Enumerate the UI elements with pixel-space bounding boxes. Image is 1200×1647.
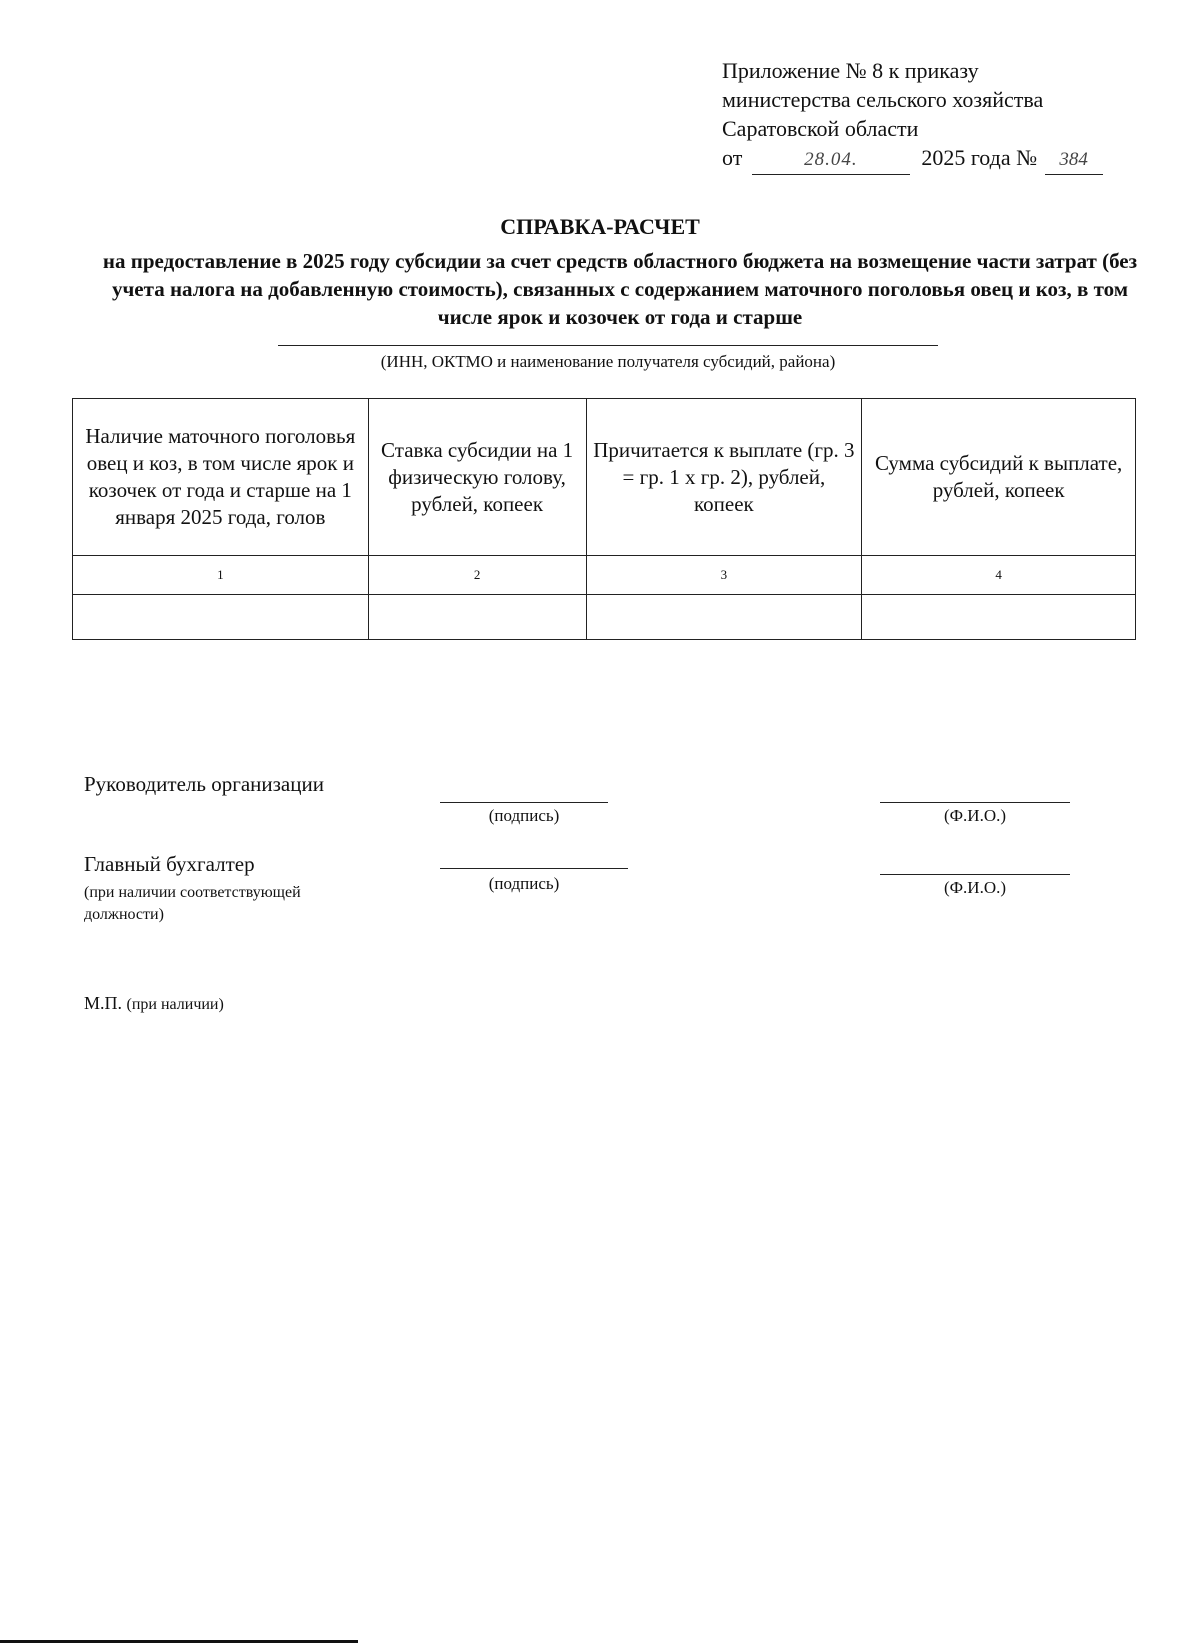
accountant-note: (при наличии соответствующей должности) [84, 884, 301, 923]
appendix-block [722, 56, 1103, 175]
handwritten-number: 384 [1045, 145, 1103, 175]
stamp-mark [84, 993, 224, 1016]
head-signature-line[interactable] [440, 802, 608, 803]
column-number: 1 [73, 556, 369, 595]
recipient-caption: (ИНН, ОКТМО и наименование получателя субсидий, района) [380, 352, 836, 371]
appendix-year-text: 2025 года № [921, 145, 1038, 170]
stamp-note: (при наличии) [126, 996, 224, 1013]
appendix-from-prefix: от [722, 145, 743, 170]
table-header-row [73, 399, 1136, 556]
table-cell[interactable] [862, 595, 1136, 640]
table-header-cell: Причитается к выплате (гр. 3 = гр. 1 х гр. 2), рублей, копеек [586, 399, 862, 556]
table-column-number-row [73, 556, 1136, 595]
bottom-divider [0, 1640, 358, 1643]
accountant-signature-line[interactable] [440, 868, 628, 869]
appendix-line-1: Приложение № 8 к приказу [722, 58, 979, 83]
head-signature-caption: (подпись) [488, 806, 560, 825]
calculation-table [72, 398, 1136, 640]
table-cell[interactable] [73, 595, 369, 640]
appendix-date-line [722, 143, 1103, 175]
appendix-line-2: министерства сельского хозяйства [722, 87, 1044, 112]
head-name-line[interactable] [880, 802, 1070, 803]
accountant-signature-caption: (подпись) [488, 874, 560, 893]
accountant-label: Главный бухгалтер [84, 852, 255, 876]
table-cell[interactable] [586, 595, 862, 640]
accountant-name-line[interactable] [880, 874, 1070, 875]
table-header-cell: Сумма субсидий к выплате, рублей, копеек [862, 399, 1136, 556]
recipient-fill-line [278, 345, 938, 346]
stamp-label: М.П. [84, 993, 123, 1013]
document-title: СПРАВКА-РАСЧЕТ [500, 214, 700, 239]
head-name-caption: (Ф.И.О.) [943, 806, 1007, 825]
appendix-line-3: Саратовской области [722, 116, 919, 141]
table-header-cell: Ставка субсидии на 1 физическую голову, рублей, копеек [368, 399, 586, 556]
column-number: 2 [368, 556, 586, 595]
table-header-cell: Наличие маточного поголовья овец и коз, в том числе ярок и козочек от года и старше на 1 января 2025 года, голов [73, 399, 369, 556]
handwritten-date: 28.04. [752, 145, 910, 175]
column-number: 4 [862, 556, 1136, 595]
column-number: 3 [586, 556, 862, 595]
table-row [73, 595, 1136, 640]
head-label: Руководитель организации [84, 772, 324, 796]
table-cell[interactable] [368, 595, 586, 640]
accountant-name-caption: (Ф.И.О.) [943, 878, 1007, 897]
document-subtitle: на предоставление в 2025 году субсидии за счет средств областного бюджета на возмещение части затрат (без учета налога на добавленную стоимость), связанных с содержанием маточного поголовья овец и коз, в том числе ярок и козочек от года и старше [102, 249, 1138, 329]
